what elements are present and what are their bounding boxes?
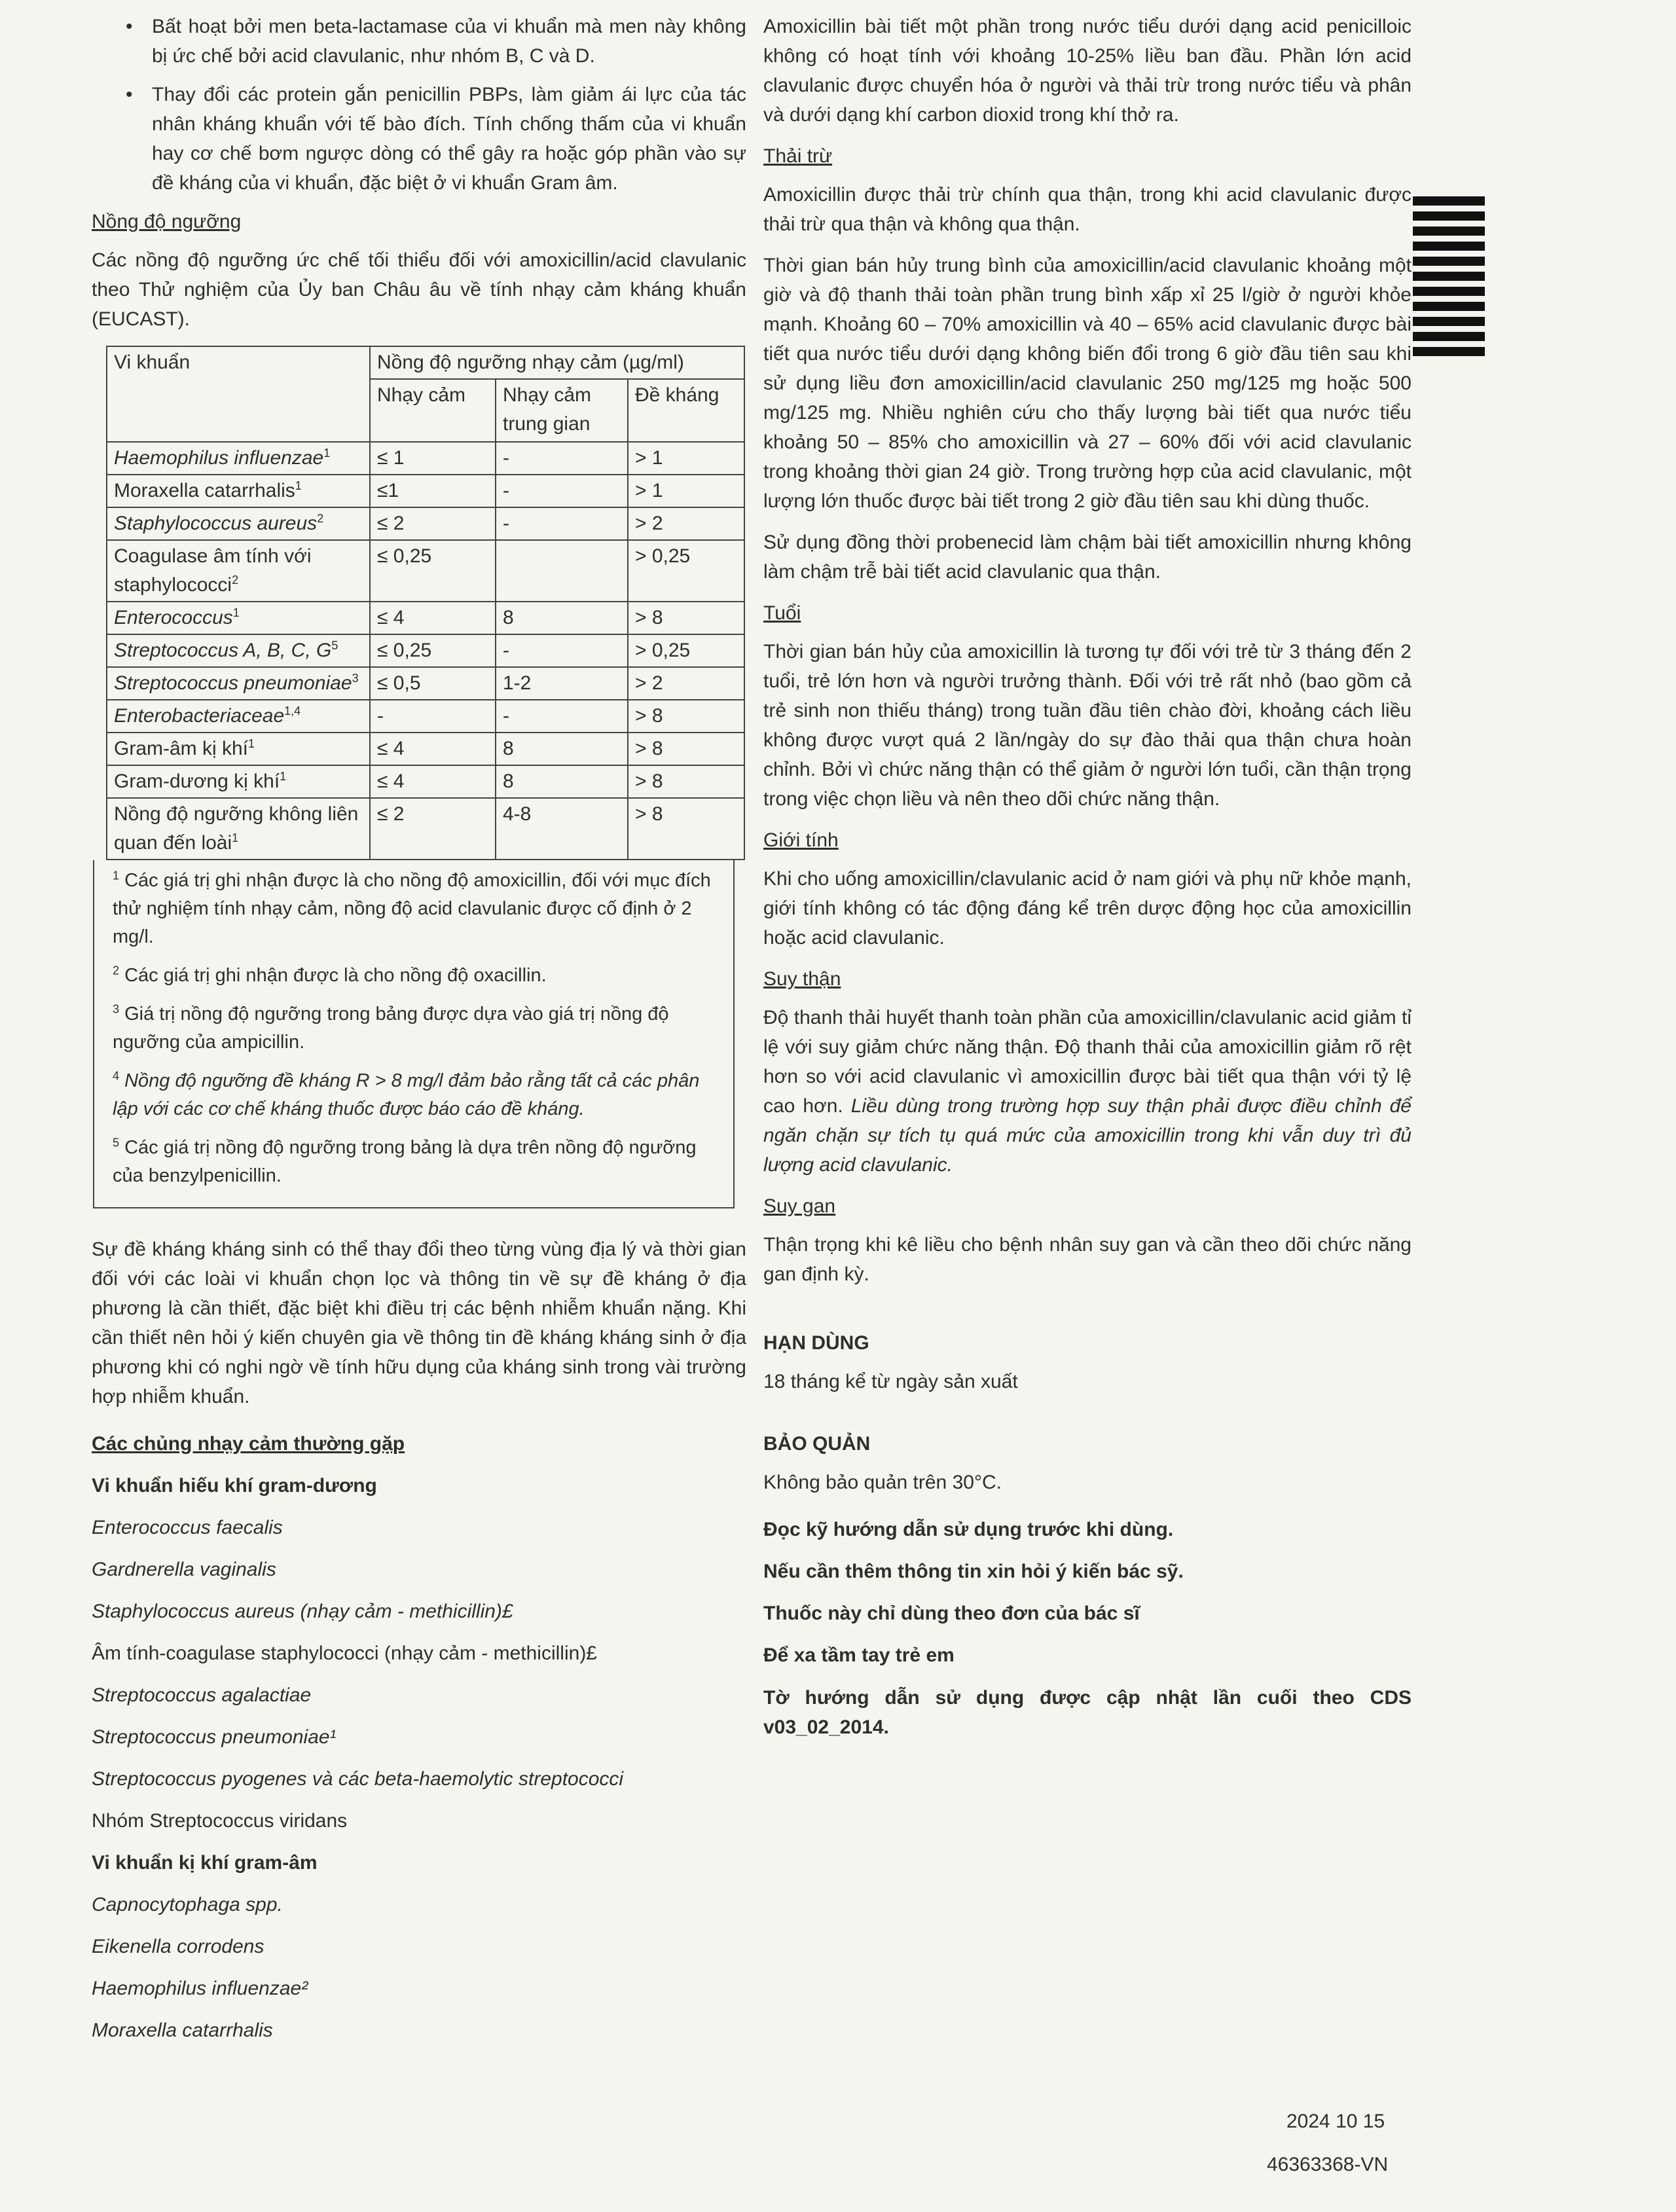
header-resistant: Đề kháng: [628, 379, 744, 442]
bacteria-cell: Staphylococcus aureus$^2$: [107, 507, 370, 540]
table-row: [107, 540, 744, 602]
paragraph: Độ thanh thải huyết thanh toàn phần của amoxicillin/clavulanic acid giảm tỉ lệ với suy giảm chức năng thận. Độ thanh thải của amoxicillin giảm rõ rệt hơn so với acid clavulanic vì amoxicillin được bài tiết qua thận với tỷ lệ cao hơn. Liều dùng trong trường hợp suy thận phải được điều chỉnh để ngăn chặn sự tích tụ quá mức của amoxicillin trong khi vẫn duy trì đủ lượng acid clavulanic.: [763, 1007, 1412, 1176]
bacteria-cell: Moraxella catarrhalis$^1$: [107, 475, 370, 507]
value-cell: [496, 540, 628, 602]
species-item: Moraxella catarrhalis: [92, 2020, 273, 2041]
header-susceptible: Nhạy cảm: [370, 379, 496, 442]
table-row: [107, 765, 744, 798]
paragraph: Sự đề kháng kháng sinh có thể thay đổi theo từng vùng địa lý và thời gian đối với các loài vi khuẩn chọn lọc và thông tin về sự đề kháng ở địa phương là cần thiết, đặc biệt khi điều trị các bệnh nhiễm khuẩn nặng. Khi cần thiết nên hỏi ý kiến chuyên gia về thông tin đề kháng kháng sinh ở địa phương khi có nghi ngờ về tính hữu dụng của kháng sinh trong vài trường hợp nhiễm khuẩn.: [92, 1239, 746, 1407]
value-cell: > 2: [628, 667, 744, 700]
value-cell: ≤ 4: [370, 602, 496, 634]
table-row: [107, 507, 744, 540]
bacteria-cell: Nồng độ ngưỡng không liên quan đến loài$^1$: [107, 798, 370, 860]
paragraph: Thời gian bán hủy trung bình của amoxicillin/acid clavulanic khoảng một giờ và độ thanh thải toàn phần trung bình xấp xỉ 25 l/giờ ở người khỏe mạnh. Khoảng 60 – 70% amoxicillin và 40 – 65% acid clavulanic được bài tiết qua nước tiểu dưới dạng không biến đổi trong 6 giờ đầu tiên sau khi sử dụng liều đơn amoxicillin/acid clavulanic 250 mg/125 mg hoặc 500 mg/125 mg. Nhiều nghiên cứu cho thấy lượng bài tiết qua nước tiểu khoảng 50 – 85% cho amoxicillin và 27 – 60% đối với acid clavulanic trong khoảng thời gian 24 giờ. Trong trường hợp của acid clavulanic, một lượng lớn thuốc được bài tiết trong 2 giờ đầu tiên sau khi dùng thuốc.: [763, 255, 1412, 512]
value-cell: -: [496, 700, 628, 733]
value-cell: 1-2: [496, 667, 628, 700]
bacteria-cell: Enterococcus$^1$: [107, 602, 370, 634]
paragraph: Amoxicillin bài tiết một phần trong nước tiểu dưới dạng acid penicilloic không có hoạt tính với khoảng 10-25% liều ban đầu. Phần lớn acid clavulanic được chuyển hóa ở người và thải trừ trong nước tiểu và phân và dưới dạng khí carbon dioxid trong khí thở ra.: [763, 16, 1412, 126]
species-item: Streptococcus pneumoniae¹: [92, 1726, 337, 1748]
value-cell: ≤1: [370, 475, 496, 507]
table-row: [107, 602, 744, 634]
footnote: $^1$ Các giá trị ghi nhận được là cho nồng độ amoxicillin, đối với mục đích thử nghiệm tính nhạy cảm, nồng độ acid clavulanic được cố định ở 2 mg/l.: [113, 869, 711, 947]
species-item: Staphylococcus aureus (nhạy cảm - methicillin)£: [92, 1601, 513, 1622]
species-item: Âm tính-coagulase staphylococci (nhạy cảm - methicillin)£: [92, 1642, 597, 1664]
species-item: Vi khuẩn hiếu khí gram-dương: [92, 1475, 377, 1496]
paragraph: Thời gian bán hủy của amoxicillin là tương tự đối với trẻ từ 3 tháng đến 2 tuổi, trẻ lớn hơn và người trưởng thành. Đối với trẻ rất nhỏ (bao gồm cả trẻ sinh non thiếu tháng) trong tuần đầu tiên chào đời, khoảng cách liều không được vượt quá 2 lần/ngày do sự đào thải qua thận chưa hoàn chỉnh. Bởi vì chức năng thận có thể giảm ở người lớn tuổi, cần thận trọng trong việc chọn liều và nên theo dõi chức năng thận.: [763, 641, 1412, 810]
value-cell: > 2: [628, 507, 744, 540]
section-heading: Nồng độ ngưỡng: [92, 211, 242, 232]
value-cell: > 8: [628, 733, 744, 765]
footnote: $^2$ Các giá trị ghi nhận được là cho nồng độ oxacillin.: [113, 964, 547, 986]
value-cell: -: [496, 442, 628, 475]
document-code: 46363368-VN: [1267, 2154, 1389, 2175]
value-cell: > 0,25: [628, 540, 744, 602]
value-cell: > 1: [628, 442, 744, 475]
header-bacteria: Vi khuẩn: [107, 346, 370, 442]
table-row: [107, 700, 744, 733]
paragraph: Không bảo quản trên 30°C.: [763, 1472, 1002, 1493]
bacteria-cell: Coagulase âm tính với staphylococci$^2$: [107, 540, 370, 602]
print-date: 2024 10 15: [1286, 2111, 1385, 2132]
footnote: $^3$ Giá trị nồng độ ngưỡng trong bảng được dựa vào giá trị nồng độ ngưỡng của ampicillin.: [113, 1002, 669, 1053]
bacteria-cell: Enterobacteriaceae$^{1,4}$: [107, 700, 370, 733]
species-item: Gardnerella vaginalis: [92, 1559, 276, 1580]
bacteria-cell: Streptococcus A, B, C, $G^5$: [107, 634, 370, 667]
value-cell: 8: [496, 765, 628, 798]
value-cell: 8: [496, 602, 628, 634]
update-note: Tờ hướng dẫn sử dụng được cập nhật lần cuối theo CDS v03_02_2014.: [763, 1687, 1412, 1738]
note: Để xa tầm tay trẻ em: [763, 1644, 955, 1666]
table-row: [107, 634, 744, 667]
paragraph: Sử dụng đồng thời probenecid làm chậm bài tiết amoxicillin nhưng không làm chậm trễ bài tiết acid clavulanic qua thận.: [763, 532, 1412, 583]
species-item: Enterococcus faecalis: [92, 1517, 283, 1538]
value-cell: ≤ 4: [370, 765, 496, 798]
table-row: [107, 667, 744, 700]
table-row: [107, 798, 744, 860]
note: Nếu cần thêm thông tin xin hỏi ý kiến bác sỹ.: [763, 1561, 1184, 1582]
bullet-item: • Bất hoạt bởi men beta-lactamase của vi khuẩn mà men này không bị ức chế bởi acid clavulanic, như nhóm B, C và D.: [92, 12, 746, 71]
note: Đọc kỹ hướng dẫn sử dụng trước khi dùng.: [763, 1519, 1174, 1540]
table-row: [107, 733, 744, 765]
species-item: Nhóm Streptococcus viridans: [92, 1810, 348, 1832]
section-heading: Suy thận: [763, 968, 841, 990]
bullet-item: • Thay đổi các protein gắn penicillin PBPs, làm giảm ái lực của tác nhân kháng khuẩn với tế bào đích. Tính chống thấm của vi khuẩn hay cơ chế bơm ngược dòng có thể gây ra hoặc góp phần vào sự đề kháng của vi khuẩn, đặc biệt ở vi khuẩn Gram âm.: [92, 80, 746, 198]
table-row: [107, 475, 744, 507]
value-cell: ≤ 0,25: [370, 634, 496, 667]
value-cell: > 8: [628, 700, 744, 733]
right-column: [763, 12, 1412, 1754]
value-cell: 8: [496, 733, 628, 765]
species-item: Capnocytophaga spp.: [92, 1894, 283, 1915]
section-heading: BẢO QUẢN: [763, 1433, 871, 1455]
section-heading: Suy gan: [763, 1195, 836, 1217]
paragraph: Amoxicillin được thải trừ chính qua thận, trong khi acid clavulanic được thải trừ qua thận và không qua thận.: [763, 184, 1412, 235]
value-cell: ≤ 4: [370, 733, 496, 765]
value-cell: -: [370, 700, 496, 733]
species-item: Haemophilus influenzae²: [92, 1978, 308, 1999]
value-cell: > 8: [628, 602, 744, 634]
value-cell: -: [496, 475, 628, 507]
value-cell: > 0,25: [628, 634, 744, 667]
species-heading: Các chủng nhạy cảm thường gặp: [92, 1433, 405, 1455]
species-item: Eikenella corrodens: [92, 1936, 264, 1957]
value-cell: > 1: [628, 475, 744, 507]
paragraph: Các nồng độ ngưỡng ức chế tối thiểu đối với amoxicillin/acid clavulanic theo Thử nghiệm của Ủy ban Châu âu về tính nhạy cảm kháng khuẩn (EUCAST).: [92, 249, 746, 330]
bacteria-cell: Haemophilus influenzae$^1$: [107, 442, 370, 475]
bacteria-cell: Gram-âm kị khí$^1$: [107, 733, 370, 765]
section-heading: Thải trừ: [763, 145, 833, 167]
section-heading: Tuổi: [763, 602, 801, 624]
value-cell: ≤ 2: [370, 798, 496, 860]
table-row: [107, 442, 744, 475]
bacteria-cell: Streptococcus pneumoniae$^3$: [107, 667, 370, 700]
value-cell: -: [496, 507, 628, 540]
value-cell: 4-8: [496, 798, 628, 860]
value-cell: > 8: [628, 798, 744, 860]
paragraph: Thận trọng khi kê liều cho bệnh nhân suy gan và cần theo dõi chức năng gan định kỳ.: [763, 1234, 1412, 1285]
section-heading: HẠN DÙNG: [763, 1332, 869, 1354]
footnote: $^4$ Nồng độ ngưỡng đề kháng R > 8 mg/l đảm bảo rằng tất cả các phân lập với các cơ chế kháng thuốc được báo cáo đề kháng.: [113, 1069, 700, 1119]
species-item: Streptococcus pyogenes và các beta-haemolytic streptococci: [92, 1768, 624, 1790]
value-cell: ≤ 1: [370, 442, 496, 475]
breakpoint-table: [106, 346, 745, 860]
value-cell: -: [496, 634, 628, 667]
value-cell: > 8: [628, 765, 744, 798]
species-item: Streptococcus agalactiae: [92, 1684, 312, 1706]
header-group: Nồng độ ngưỡng nhạy cảm (µg/ml): [370, 346, 744, 379]
value-cell: ≤ 0,25: [370, 540, 496, 602]
footnote: $^5$ Các giá trị nồng độ ngưỡng trong bảng là dựa trên nồng độ ngưỡng của benzylpenicillin.: [113, 1136, 697, 1186]
bacteria-cell: Gram-dương kị khí$^1$: [107, 765, 370, 798]
header-intermediate: Nhạy cảm trung gian: [496, 379, 628, 442]
left-column: [92, 12, 746, 2052]
value-cell: ≤ 2: [370, 507, 496, 540]
section-heading: Giới tính: [763, 829, 839, 851]
species-list: [92, 1423, 746, 2052]
paragraph: Khi cho uống amoxicillin/clavulanic acid ở nam giới và phụ nữ khỏe mạnh, giới tính không có tác động đáng kể trên dược động học của amoxicillin hoặc acid clavulanic.: [763, 868, 1412, 949]
value-cell: ≤ 0,5: [370, 667, 496, 700]
paragraph: 18 tháng kể từ ngày sản xuất: [763, 1371, 1018, 1392]
species-item: Vi khuẩn kị khí gram-âm: [92, 1852, 318, 1874]
note: Thuốc này chỉ dùng theo đơn của bác sĩ: [763, 1603, 1140, 1624]
print-marks: [1413, 196, 1485, 367]
table-footnotes: [93, 860, 735, 1208]
